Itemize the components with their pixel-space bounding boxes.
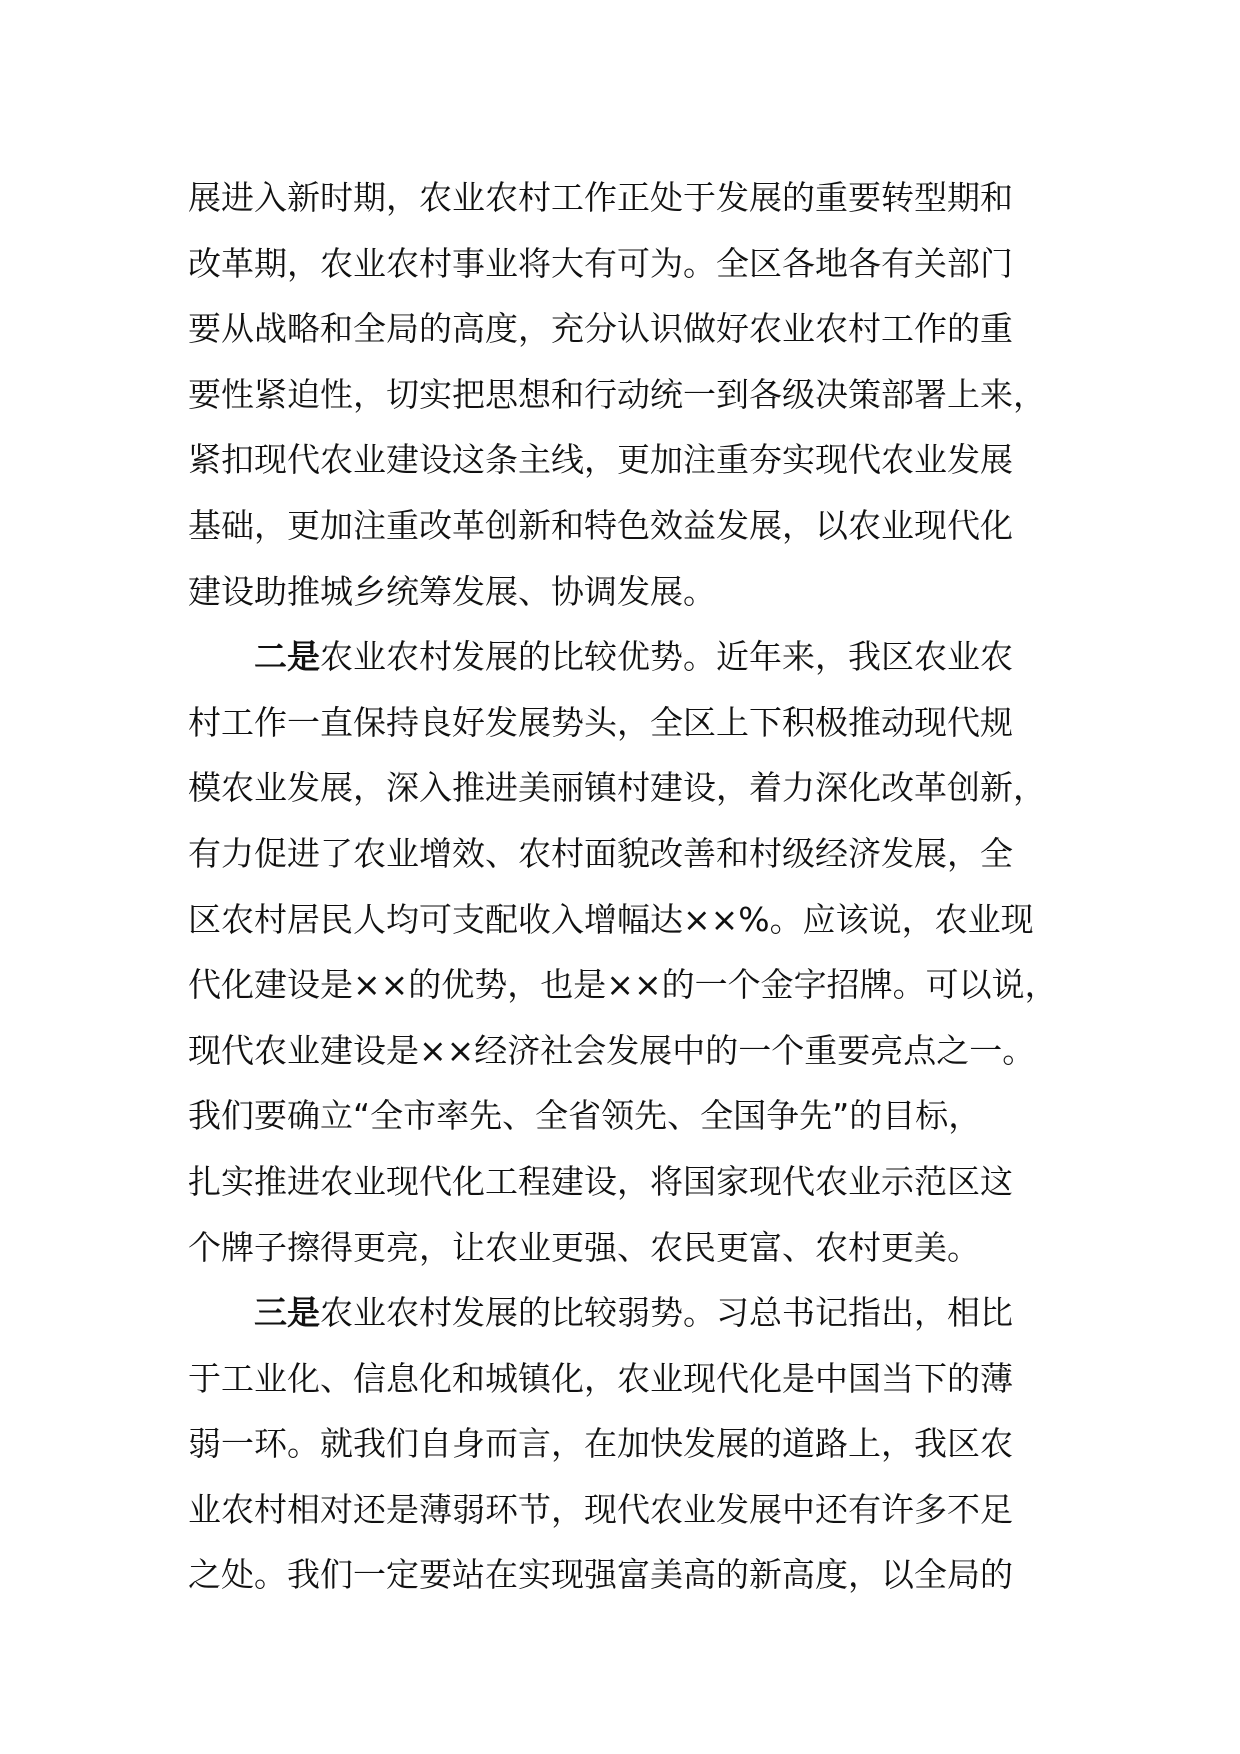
paragraph-first-line	[188, 1280, 1068, 1346]
text-line: 代化建设是××的优势，也是××的一个金字招牌。可以说，	[188, 965, 1058, 1005]
text-line: 之处。我们一定要站在实现强富美高的新高度，以全局的	[188, 1555, 1013, 1595]
text-line: 业农村相对还是薄弱环节，现代农业发展中还有许多不足	[188, 1489, 1013, 1529]
text-line: 弱一环。就我们自身而言，在加快发展的道路上，我区农	[188, 1424, 1013, 1464]
paragraph-first-line-text: 农业农村发展的比较弱势。习总书记指出，相比	[320, 1293, 1013, 1333]
text-line: 要性紧迫性，切实把思想和行动统一到各级决策部署上来，	[188, 374, 1046, 414]
document-body	[188, 165, 1068, 1608]
paragraph-2	[188, 624, 1068, 1280]
text-line: 模农业发展，深入推进美丽镇村建设，着力深化改革创新，	[188, 768, 1046, 808]
text-line: 现代农业建设是××经济社会发展中的一个重要亮点之一。	[188, 1030, 1036, 1070]
text-line: 展进入新时期，农业农村工作正处于发展的重要转型期和	[188, 178, 1013, 217]
paragraph-first-line-text: 农业农村发展的比较优势。近年来，我区农业农	[320, 637, 1013, 677]
paragraph-first-line	[188, 624, 1068, 690]
text-line: 建设助推城乡统筹发展、协调发展。	[188, 571, 716, 611]
text-line: 紧扣现代农业建设这条主线，更加注重夯实现代农业发展	[188, 440, 1013, 480]
text-line: 个牌子擦得更亮，让农业更强、农民更富、农村更美。	[188, 1227, 980, 1267]
paragraph-lead: 三是	[254, 1293, 320, 1333]
text-line: 我们要确立“全市率先、全省领先、全国争先”的目标，	[188, 1096, 982, 1136]
paragraph-1	[188, 165, 1068, 624]
text-line: 有力促进了农业增效、农村面貌改善和村级经济发展，全	[188, 833, 1013, 873]
text-line: 改革期，农业农村事业将大有可为。全区各地各有关部门	[188, 243, 1013, 283]
text-line: 扎实推进农业现代化工程建设，将国家现代农业示范区这	[188, 1161, 1013, 1201]
paragraph-lead: 二是	[254, 637, 320, 677]
text-line: 村工作一直保持良好发展势头，全区上下积极推动现代规	[188, 702, 1013, 742]
text-line: 基础，更加注重改革创新和特色效益发展，以农业现代化	[188, 505, 1013, 545]
text-line: 于工业化、信息化和城镇化，农业现代化是中国当下的薄	[188, 1358, 1013, 1398]
text-line: 区农村居民人均可支配收入增幅达××%。应该说，农业现	[188, 899, 1034, 939]
paragraph-3	[188, 1280, 1068, 1608]
text-line: 要从战略和全局的高度，充分认识做好农业农村工作的重	[188, 309, 1013, 349]
